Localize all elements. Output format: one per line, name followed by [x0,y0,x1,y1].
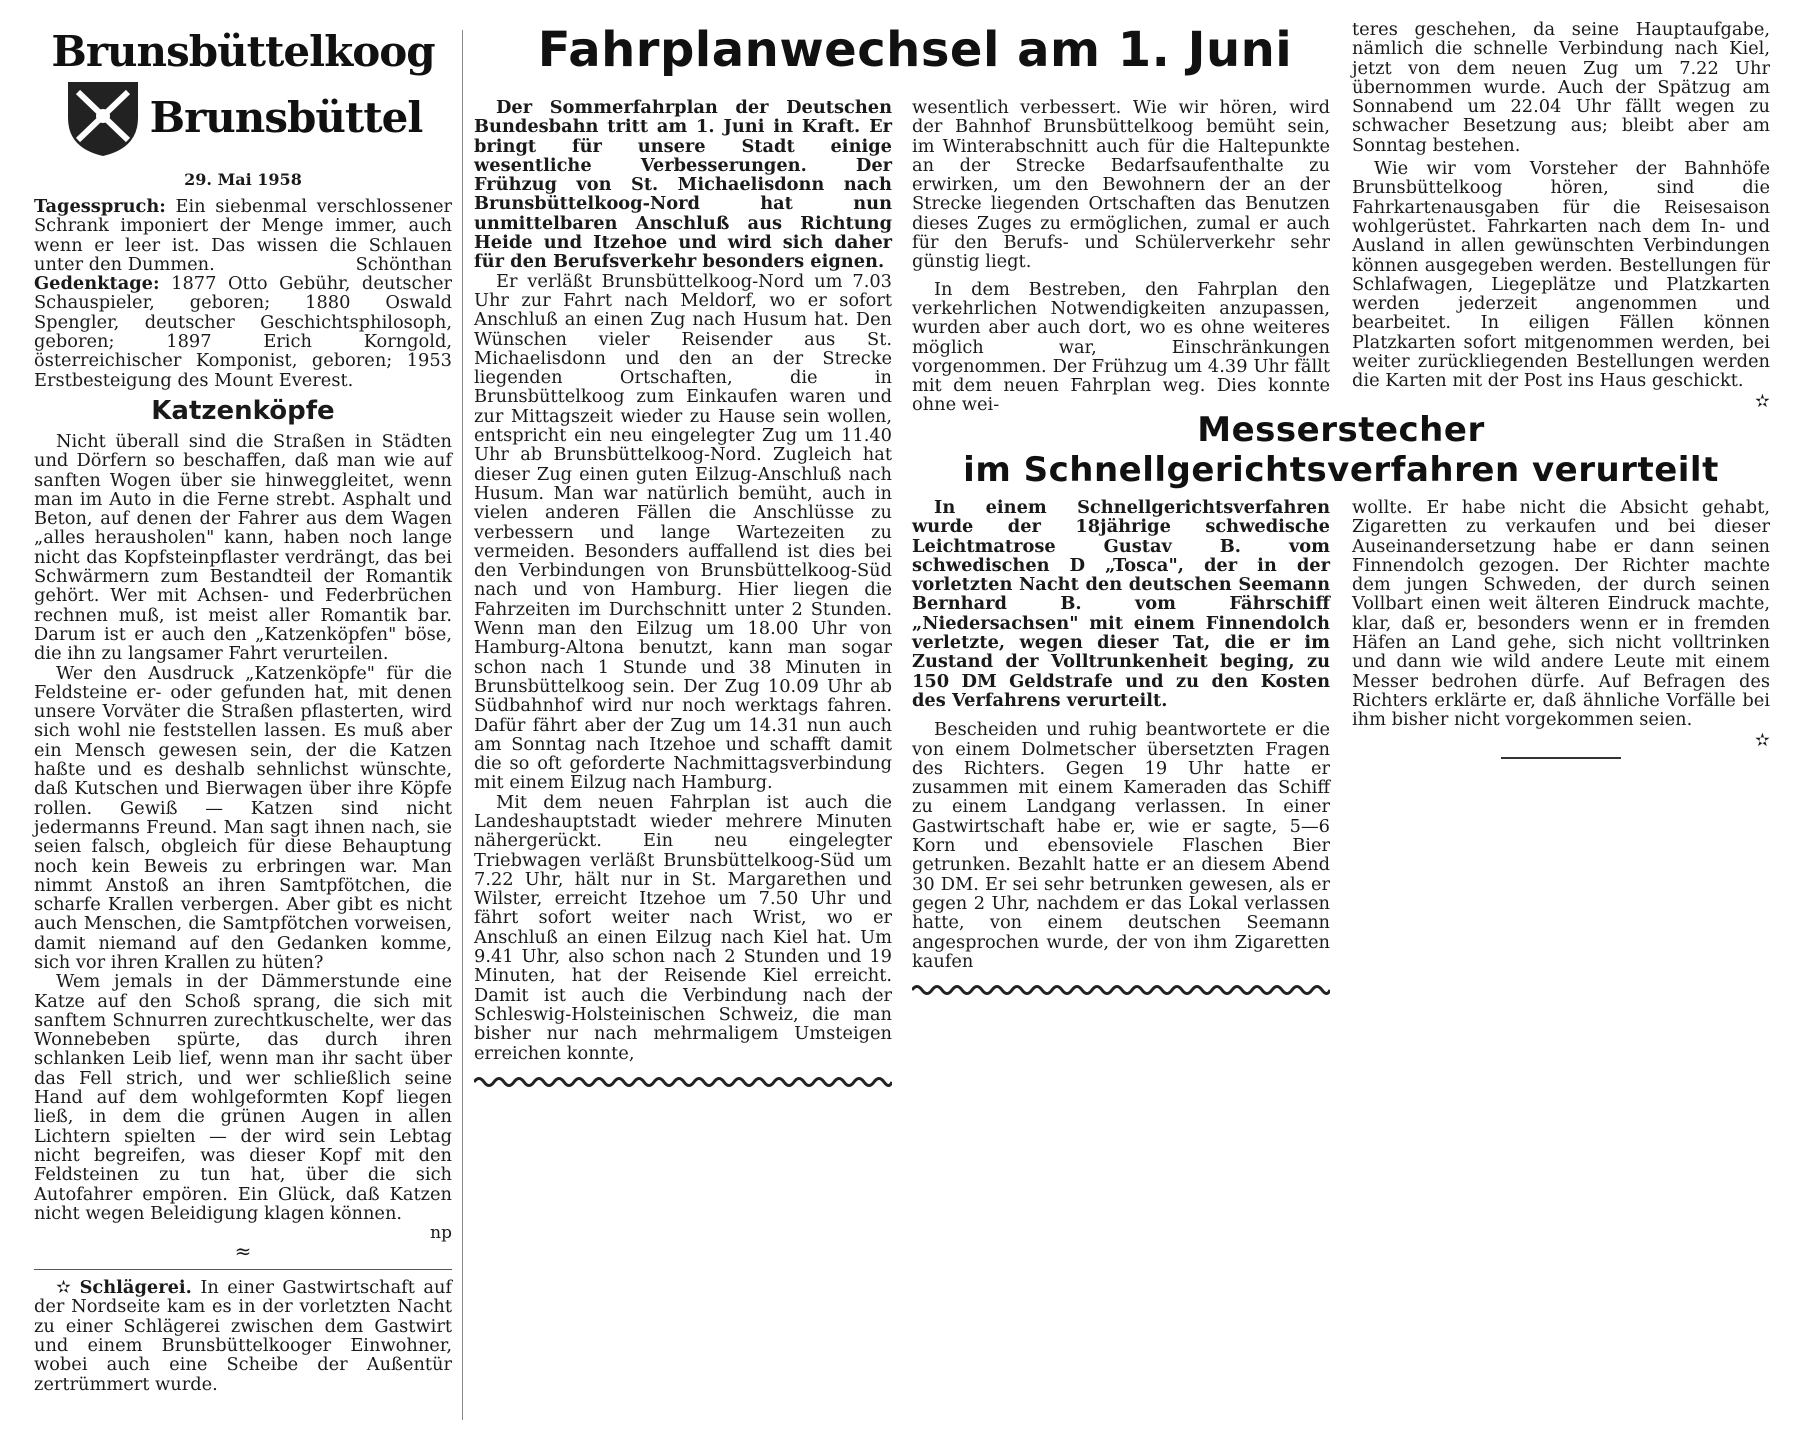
short-rule [1501,757,1621,759]
gedenktage: Gedenktage: 1877 Otto Gebühr, deutscher Schauspieler, geboren; 1880 Oswald Spengler, deutscher Geschichtsphilosoph, geboren; 1897 Erich Korngold, österreichischer Komponist, geboren; 1953 Erstbesteigung des Mount Everest. [34,273,452,391]
fahrplan-paragraph-5: teres geschehen, da seine Hauptaufgabe, nämlich die schnelle Verbindung nach Kiel, jetzt von dem neuen Zug um 7.22 Uhr übernommen wurde. Auch der Spätzug am Sonnabend um 22.04 Uhr fällt wegen zu schwacher Besetzung aus; bleibt aber am Sonntag bestehen. [1352,19,1770,156]
coat-of-arms-icon [64,78,142,158]
fahrplan-column-c [1352,20,1770,412]
fahrplan-column-b [912,98,1330,415]
katzen-title: Katzenköpfe [151,395,335,426]
messer-headline-line2: im Schnellgerichtsverfahren verurteilt [963,450,1719,490]
messer-column-a [912,498,1330,1001]
schlaegerei-note: ✫ Schlägerei. In einer Gastwirtschaft auf der Nordseite kam es in der vorletzten Nacht zu einer Schlägerei zwischen dem Gastwirt und einem Brunsbüttelkooger Einwohner, wobei auch eine Scheibe der Außentür zertrümmert wurde. [34,1277,453,1395]
messer-paragraph-2: wollte. Er habe nicht die Absicht gehabt, Zigaretten zu verkaufen und bei dieser Auseinandersetzung habe er dann seinen Finnendolch gezogen. Der Richter machte dem jungen Schweden, der durch seinen Vollbart einen weit älteren Eindruck machte, klar, daß er, besonders wenn er in fremden Häfen an Land gehe, sich nicht volltrinken und dann wie wild andere Leute mit einem Messer bedrohen dürfe. Auf Befragen des Richters erklärte er, daß ähnliche Vorfälle bei ihm bisher nicht vorgekommen seien. [1352,497,1770,731]
messer-headline-line1: Messerstecher [1197,410,1485,450]
messer-lead: In einem Schnellgerichtsverfahren wurde der 18jährige schwedische Leichtmatrose Gustav B. vom schwedischen D „Tosca", der in der vorletzten Nacht den deutschen Seemann Bernhard B. vom Fährschiff „Niedersachsen" mit einem Finnendolch verletzte, wegen dieser Tat, die er im Zustand der Volltrunkenheit beging, zu 150 DM Geldstrafe und zu den Kosten des Verfahrens verurteilt. [912,497,1330,711]
masthead [34,27,452,189]
separator-glyph: ≈ [234,1239,252,1264]
katzen-signature: np [430,1223,452,1244]
fahrplan-end-star: ✫ [1754,390,1770,412]
column-divider [34,1269,452,1270]
wave-separator [474,1075,892,1089]
katzen-paragraph-3: Wem jemals in der Dämmerstunde eine Katze auf den Schoß sprang, die sich mit sanftem Schnurren zurechtkuschelte, wer das Wonnebeben spürte, das durch ihren schlanken Leib lief, wenn man ihr sacht über das Fell strich, und wer schließlich seine Hand auf dem wohlgeformten Kopf liegen ließ, in dem die grünen Augen in allen Lichtern spielten — der wird sein Lebtag nicht begreifen, was dieser Kopf mit den Feldsteinen zu tun hat, über die sich Autofahrer empören. Ein Glück, daß Katzen nicht wegen Beleidigung klagen können. [34,971,452,1224]
messer-column-b [1352,498,1770,759]
fahrplan-column-a [474,98,892,1093]
fahrplan-headline: Fahrplanwechsel am 1. Juni [537,22,1293,78]
katzen-paragraph-1: Nicht überall sind die Straßen in Städten und Dörfern so beschaffen, daß man wie auf sanften Wogen über sie hinweggleitet, wenn man im Auto in die Ferne strebt. Asphalt und Beton, auf denen der Fahrer aus dem Wagen „alles herausholen" kann, haben noch lange nicht das Kopfsteinpflaster verdrängt, das bei Schwärmern zum Bestandteil der Romantik gehört. Wer mit Achsen- und Federbrüchen rechnen muß, ist meist aller Romantik bar. Darum ist er auch den „Katzenköpfen" böse, die ihn zu langsamer Fahrt verurteilen. [34,430,452,665]
messer-headline [912,410,1770,490]
fahrplan-paragraph-2: Mit dem neuen Fahrplan ist auch die Landeshauptstadt wieder mehrere Minuten nähergerückt. Ein neu eingelegter Triebwagen verläßt Brunsbüttelkoog-Süd um 7.22 Uhr, hält nur in St. Margarethen und Wilster, erreicht Itzehoe um 7.50 Uhr und fährt sofort weiter nach Wrist, wo er Anschluß an einen Eilzug nach Kiel hat. Um 9.41 Uhr, also schon nach 2 Stunden und 19 Minuten, hat der Reisende Kiel erreicht. Damit ist auch die Verbindung nach der Schleswig-Holsteinischen Schweiz, die man bisher nur nach mehrmaligem Umsteigen erreichen konnte, [474,791,892,1064]
tagesspruch-author: Schönthan [355,253,452,275]
masthead-title-line1: Brunsbüttelkoog [51,27,435,76]
katzen-paragraph-2: Wer den Ausdruck „Katzenköpfe" für die Feldsteine er- oder gefunden hat, mit denen unsere Vorväter die Straßen pflasterten, wird sich wohl nie feststellen lassen. Es muß aber ein Mensch gewesen sein, der die Katzen haßte und es deshalb sehnlichst wünschte, daß Kutschen und Bierwagen über ihre Köpfe rollen. Gewiß — Katzen sind nicht jedermanns Freund. Man sagt ihnen nach, sie seien falsch, obgleich für diese Behauptung noch kein Beweis zu erbringen war. Man nimmt Anstoß an ihren Samtpfötchen, die scharfe Krallen verbergen. Aber gibt es nicht auch Menschen, die Samtpfötchen vorweisen, damit niemand auf den Gedanken komme, sich vor ihren Krallen zu hüten? [34,662,452,973]
fahrplan-paragraph-4: In dem Bestreben, den Fahrplan den verkehrlichen Notwendigkeiten anzupassen, wurden aber auch dort, wo es ohne weiteres möglich war, Einschränkungen vorgenommen. Der Frühzug um 4.39 Uhr fällt mit dem neuen Fahrplan weg. Dies konnte ohne wei- [912,278,1330,416]
wave-separator-2 [912,983,1330,997]
messer-paragraph-1: Bescheiden und ruhig beantwortete er die von einem Dolmetscher übersetzten Fragen des Richters. Gegen 19 Uhr hatte er zusammen mit einem Kameraden das Schiff zu einem Landgang verlassen. In einer Gastwirtschaft habe er, wie er sagte, 5—6 Korn und ebensoviele Flaschen Bier getrunken. Bezahlt hatte er an diesem Abend 30 DM. Er sei sehr betrunken gewesen, als er gegen 2 Uhr, nachdem er das Lokal verlassen hatte, von einem deutschen Seemann angesprochen wurde, der von ihm Zigaretten kaufen [912,719,1330,972]
vertical-rule [462,30,463,1420]
issue-date: 29. Mai 1958 [184,170,302,189]
fahrplan-paragraph-3: wesentlich verbessert. Wie wir hören, wird der Bahnhof Brunsbüttelkoog bemüht sein, im Winterabschnitt auch für die Haltepunkte an der Strecke Bedarfsaufenthalte zu erwirken, um den Bewohnern der an der Strecke liegenden Ortschaften das Benutzen dieses Zuges zu ermöglichen, zumal er auch für den Berufs- und Schülerverkehr sehr günstig liegt. [912,97,1330,273]
messer-end-star: ✫ [1754,729,1770,751]
local-column [34,27,453,1395]
fahrplan-paragraph-1: Er verläßt Brunsbüttelkoog-Nord um 7.03 Uhr zur Fahrt nach Meldorf, wo er sofort Anschluß an einen Zug nach Husum hat. Den Wünschen vieler Reisender aus St. Michaelisdonn und den an der Strecke liegenden Ortschaften, die in Brunsbüttelkoog zum Einkaufen waren und zur Mittagszeit wieder zu Hause sein wollen, entspricht ein neu eingelegter Zug um 11.40 Uhr ab Brunsbüttelkoog-Nord. Zugleich hat dieser Zug einen guten Eilzug-Anschluß nach Husum. Man war natürlich bemüht, auch in vielen anderen Fällen die Anschlüsse zu verbessern und lange Wartezeiten zu vermeiden. Besonders auffallend ist dies bei den Verbindungen von Brunsbüttelkoog-Süd nach und von Hamburg. Hier liegen die Fahrzeiten im Durchschnitt unter 2 Stunden. Wenn man den Eilzug um 18.00 Uhr von Hamburg-Altona benutzt, kann man sogar schon nach 1 Stunde und 38 Minuten in Brunsbüttelkoog sein. Der Zug 10.09 Uhr ab Südbahnhof wird nur noch werktags fahren. Dafür fährt aber der Zug um 14.31 nun auch am Sonntag nach Itzehoe und schafft damit die so oft geforderte Nachmittagsverbindung mit einem Eilzug nach Hamburg. [474,270,892,794]
tagesspruch: Tagesspruch: Ein siebenmal verschlossener Schrank imponiert der Menge immer, auch wenn er leer ist. Das wissen die Schlauen unter den Dummen. Schönthan [34,196,452,275]
star-icon: ✫ [56,1277,72,1299]
fahrplan-lead: Der Sommerfahrplan der Deutschen Bundesbahn tritt am 1. Juni in Kraft. Er bringt für unsere Stadt einige wesentliche Verbesserungen. Der Frühzug von St. Michaelisdonn nach Brunsbüttelkoog-Nord hat nun unmittelbaren Anschluß aus Richtung Heide und Itzehoe und wird sich daher für den Berufsverkehr besonders eignen. [474,97,892,273]
masthead-title-line2: Brunsbüttel [149,93,423,142]
fahrplan-paragraph-6: Wie wir vom Vorsteher der Bahnhöfe Brunsbüttelkoog hören, sind die Fahrkartenausgaben für die Reisesaison wohlgerüstet. Fahrkarten nach dem In- und Ausland in allen gewünschten Verbindungen können ausgegeben werden. Bestellungen für Schlafwagen, Liegeplätze und Platzkarten werden jederzeit angenommen und bearbeitet. In eiligen Fällen können Platzkarten sofort mitgenommen werden, bei weiter zurückliegenden Bestellungen werden die Karten mit der Post ins Haus geschickt. [1352,158,1770,392]
